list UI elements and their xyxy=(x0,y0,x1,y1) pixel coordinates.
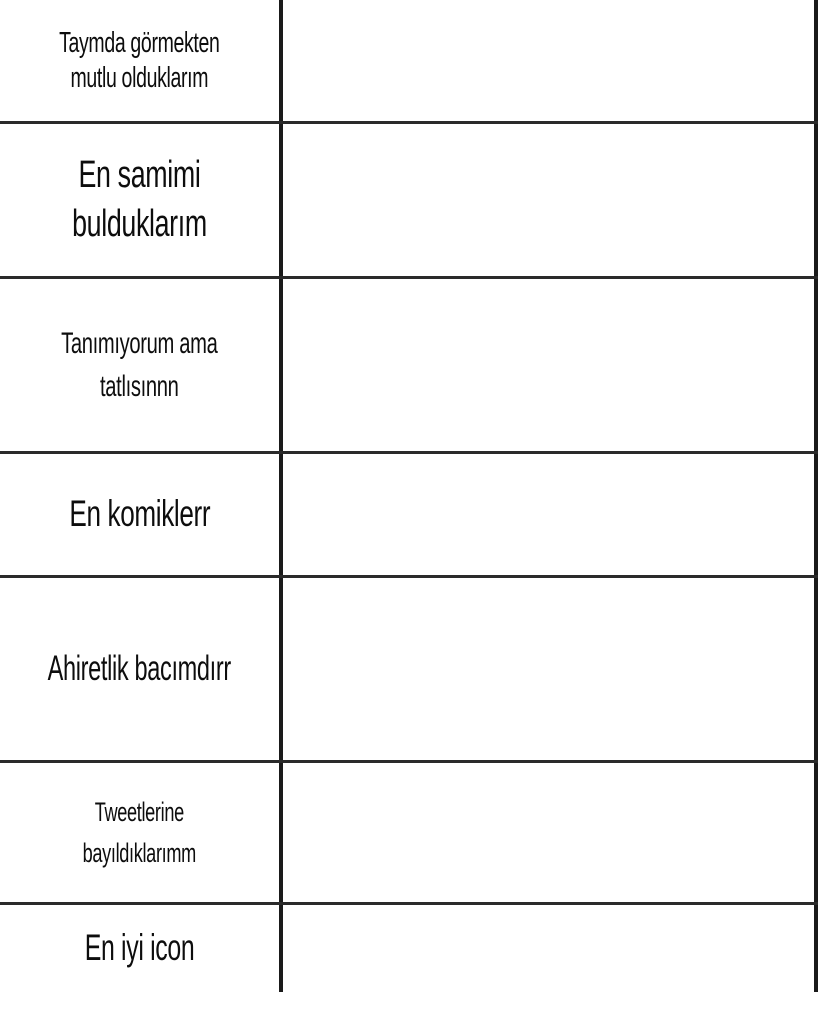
row-label-line: En iyi icon xyxy=(84,927,195,969)
row-label-cell xyxy=(0,905,279,992)
answer-cell xyxy=(283,0,814,121)
row-label xyxy=(56,492,224,536)
row-label xyxy=(44,322,235,409)
row-label-line: Tanımıyorum ama xyxy=(61,326,218,360)
row-label xyxy=(59,151,219,250)
row-label-cell xyxy=(0,124,279,276)
answer-cell xyxy=(283,578,814,760)
row-label-cell xyxy=(0,0,279,121)
answer-cell xyxy=(283,905,814,992)
row-label-line: Taymda görmekten xyxy=(59,26,220,59)
answer-cell xyxy=(283,454,814,575)
row-label-cell xyxy=(0,454,279,575)
row-label-cell xyxy=(0,763,279,902)
row-label-line: Tweetlerine xyxy=(94,797,185,827)
row-label-line: tatlısınnn xyxy=(100,370,179,403)
row-label-line: mutlu olduklarım xyxy=(70,61,209,94)
row-label xyxy=(28,648,251,690)
row-label xyxy=(42,26,238,96)
row-label xyxy=(73,926,207,970)
row-label-cell xyxy=(0,578,279,760)
answer-cell xyxy=(283,279,814,451)
row-label-line: Ahiretlik bacımdırr xyxy=(47,649,232,688)
row-label-line: bayıldıklarımm xyxy=(82,837,197,868)
row-label-line: En komiklerr xyxy=(69,493,210,535)
answer-cell xyxy=(283,763,814,902)
row-label-line: bulduklarım xyxy=(72,203,207,245)
row-label xyxy=(70,792,208,873)
row-label-line: En samimi xyxy=(78,153,201,196)
answer-cell xyxy=(283,124,814,276)
right-border xyxy=(814,0,818,992)
row-label-cell xyxy=(0,279,279,451)
